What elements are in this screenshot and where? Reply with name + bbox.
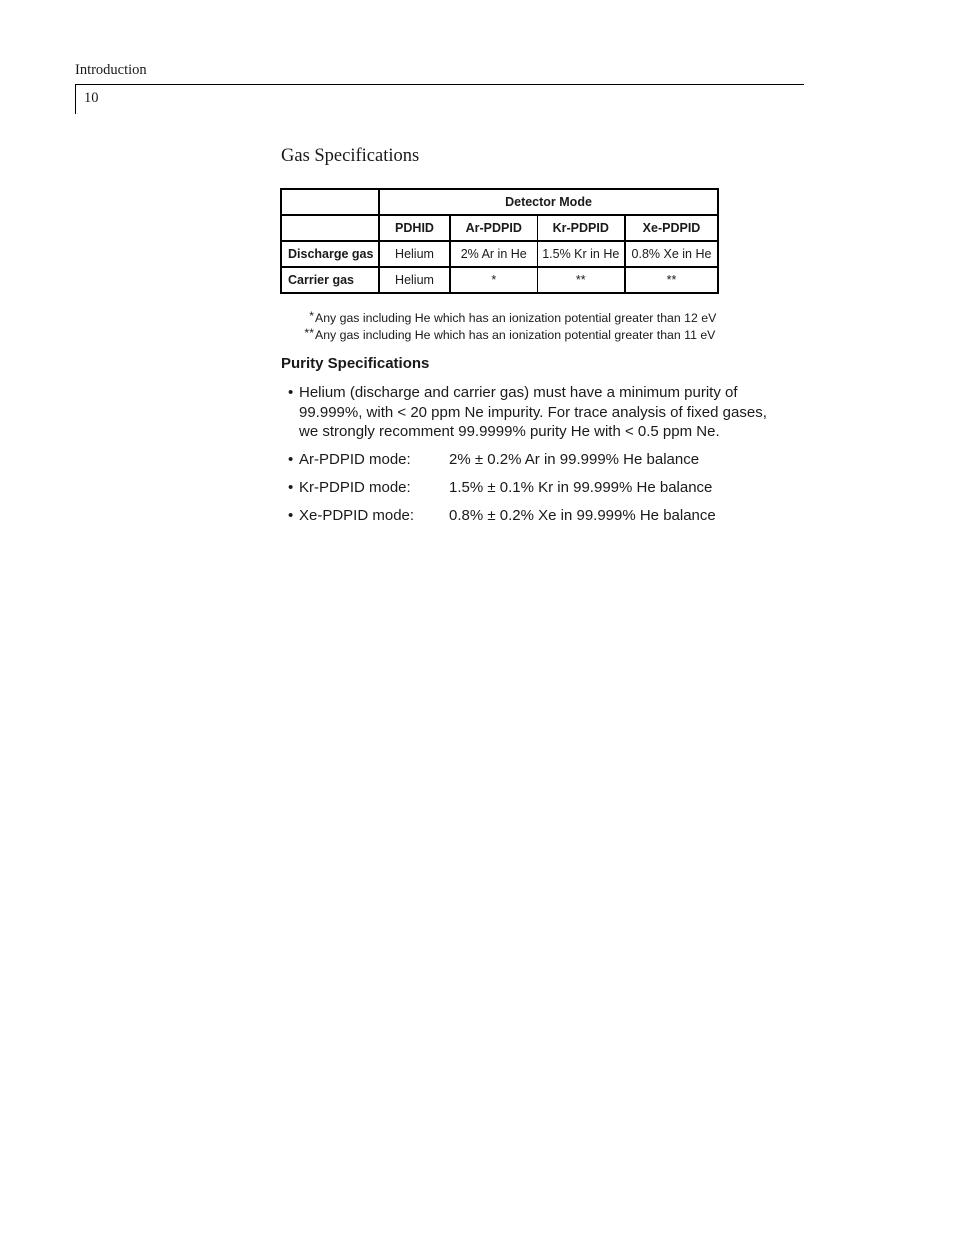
- gas-specifications-table: [280, 188, 719, 294]
- mode-value: 2% ± 0.2% Ar in 99.999% He balance: [449, 451, 700, 468]
- list-item: [288, 383, 808, 442]
- running-head-title: Introduction: [75, 62, 147, 78]
- page-number: 10: [84, 90, 99, 106]
- footnote-text: Any gas including He which has an ionization potential greater than 12 eV: [315, 311, 717, 325]
- table-cell: Helium: [379, 267, 450, 293]
- footnote-text: Any gas including He which has an ionization potential greater than 11 eV: [315, 328, 716, 342]
- table-cell: **: [625, 267, 718, 293]
- footnote: [298, 326, 716, 343]
- column-header-ar-pdpid: Ar-PDPID: [450, 215, 537, 241]
- table-corner-cell: [281, 189, 379, 215]
- purity-specifications-heading: Purity Specifications: [281, 355, 430, 372]
- mode-value: 0.8% ± 0.2% Xe in 99.999% He balance: [449, 507, 716, 524]
- row-header-discharge-gas: Discharge gas: [281, 241, 379, 267]
- table-row: [281, 241, 718, 267]
- column-header-pdhid: PDHID: [379, 215, 450, 241]
- table-cell: 2% Ar in He: [450, 241, 537, 267]
- table-cell: *: [450, 267, 537, 293]
- helium-note-line: we strongly recomment 99.9999% purity He with < 0.5 ppm Ne.: [299, 423, 720, 440]
- table-cell: 0.8% Xe in He: [625, 241, 718, 267]
- footnote: [298, 309, 716, 326]
- table-footnotes: [298, 309, 716, 343]
- bullet-icon: •: [288, 451, 294, 468]
- table-row-column-headers: [281, 215, 718, 241]
- bullet-icon: •: [288, 384, 294, 401]
- table-cell: **: [537, 267, 625, 293]
- header-rule: [75, 84, 804, 85]
- list-item: [288, 506, 808, 526]
- row-header-carrier-gas: Carrier gas: [281, 267, 379, 293]
- helium-note-line: 99.999%, with < 20 ppm Ne impurity. For trace analysis of fixed gases,: [299, 403, 767, 421]
- page-number-rule: [75, 84, 76, 114]
- table-empty-cell: [281, 215, 379, 241]
- footnote-mark: **: [304, 326, 314, 340]
- table-row: [281, 267, 718, 293]
- purity-bullet-list: [288, 383, 808, 534]
- table-row-group-header: [281, 189, 718, 215]
- bullet-icon: •: [288, 507, 294, 524]
- column-header-kr-pdpid: Kr-PDPID: [537, 215, 625, 241]
- table-cell: 1.5% Kr in He: [537, 241, 625, 267]
- helium-note-line: Helium (discharge and carrier gas) must have a minimum purity of: [299, 384, 738, 401]
- section-title: Gas Specifications: [281, 146, 420, 166]
- mode-value: 1.5% ± 0.1% Kr in 99.999% He balance: [449, 479, 713, 496]
- list-item: [288, 450, 808, 470]
- detector-mode-header: Detector Mode: [379, 189, 718, 215]
- list-item: [288, 478, 808, 498]
- footnote-mark: *: [309, 309, 314, 323]
- bullet-icon: •: [288, 479, 294, 496]
- mode-label: Xe-PDPID mode:: [299, 507, 415, 524]
- mode-label: Kr-PDPID mode:: [299, 479, 411, 496]
- mode-label: Ar-PDPID mode:: [299, 451, 411, 468]
- column-header-xe-pdpid: Xe-PDPID: [625, 215, 718, 241]
- table-cell: Helium: [379, 241, 450, 267]
